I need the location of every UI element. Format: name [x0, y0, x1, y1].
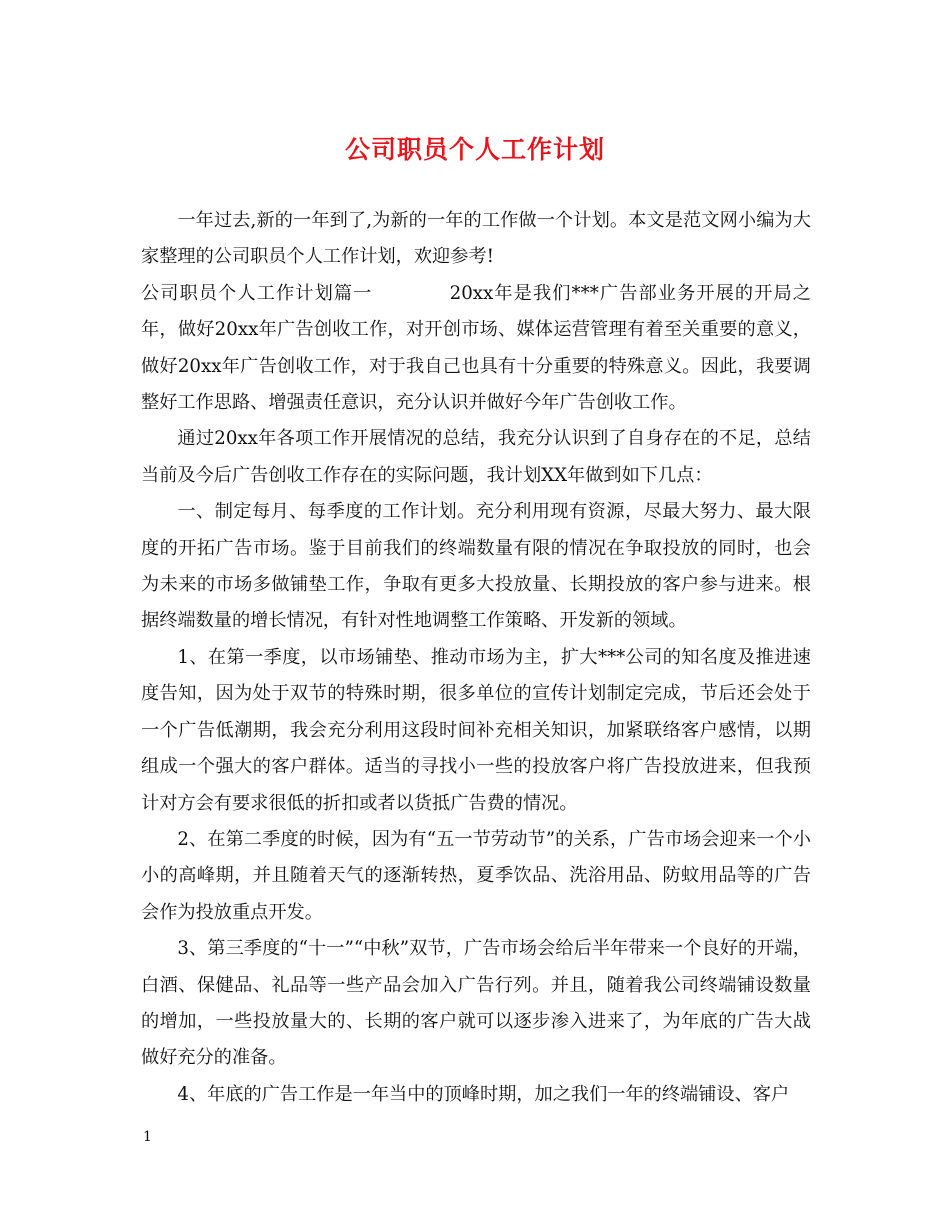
paragraph-intro: 一年过去,新的一年到了,为新的一年的工作做一个计划。本文是范文网小编为大家整理的公司职员个人工作计划，欢迎参考!: [141, 210, 811, 268]
paragraph-section-one: 一、制定每月、每季度的工作计划。充分利用现有资源，尽最大努力、最大限度的开拓广告市场。鉴于目前我们的终端数量有限的情况在争取投放的同时，也会为未来的市场多做铺垫工作，争取有更多大投放量、长期投放的客户参与进来。根据终端数量的增长情况，有针对性地调整工作策略、开发新的领域。: [141, 501, 811, 632]
paragraph-quarter-two: 2、在第二季度的时候，因为有“五一节劳动节”的关系，广告市场会迎来一个小小的高峰期，并且随着天气的逐渐转热，夏季饮品、洗浴用品、防蚊用品等的广告会作为投放重点开发。: [141, 828, 811, 923]
page-number: 1: [143, 1129, 152, 1145]
paragraph-quarter-three: 3、第三季度的“十一”“中秋”双节，广告市场会给后半年带来一个良好的开端，白酒、保健品、礼品等一些产品会加入广告行列。并且，随着我公司终端铺设数量的增加，一些投放量大的、长期的客户就可以逐步渗入进来了，为年底的广告大战做好充分的准备。: [141, 938, 811, 1069]
document-title: 公司职员个人工作计划: [344, 135, 605, 164]
paragraph-summary: 通过20xx年各项工作开展情况的总结，我充分认识到了自身存在的不足，总结当前及今后广告创收工作存在的实际问题，我计划XX年做到如下几点：: [141, 428, 811, 486]
paragraph-quarter-one: 1、在第一季度，以市场铺垫、推动市场为主，扩大***公司的知名度及推进速度告知，因为处于双节的特殊时期，很多单位的宣传计划制定完成，节后还会处于一个广告低潮期，我会充分利用这段时间补充相关知识，加紧联络客户感情，以期组成一个强大的客户群体。适当的寻找小一些的投放客户将广告投放进来，但我预计对方会有要求很低的折扣或者以货抵广告费的情况。: [141, 646, 811, 814]
paragraph-year-end: 4、年底的广告工作是一年当中的顶峰时期，加之我们一年的终端铺设、客户: [177, 1083, 790, 1105]
document-body: [141, 203, 811, 1113]
paragraph-plan-part-one: 公司职员个人工作计划篇一 20xx年是我们***广告部业务开展的开局之年，做好20xx年广告创收工作，对开创市场、媒体运营管理有着至关重要的意义，做好20xx年广告创收工作，对于我自己也具有十分重要的特殊意义。因此，我要调整好工作思路、增强责任意识，充分认识并做好今年广告创收工作。: [141, 282, 811, 414]
